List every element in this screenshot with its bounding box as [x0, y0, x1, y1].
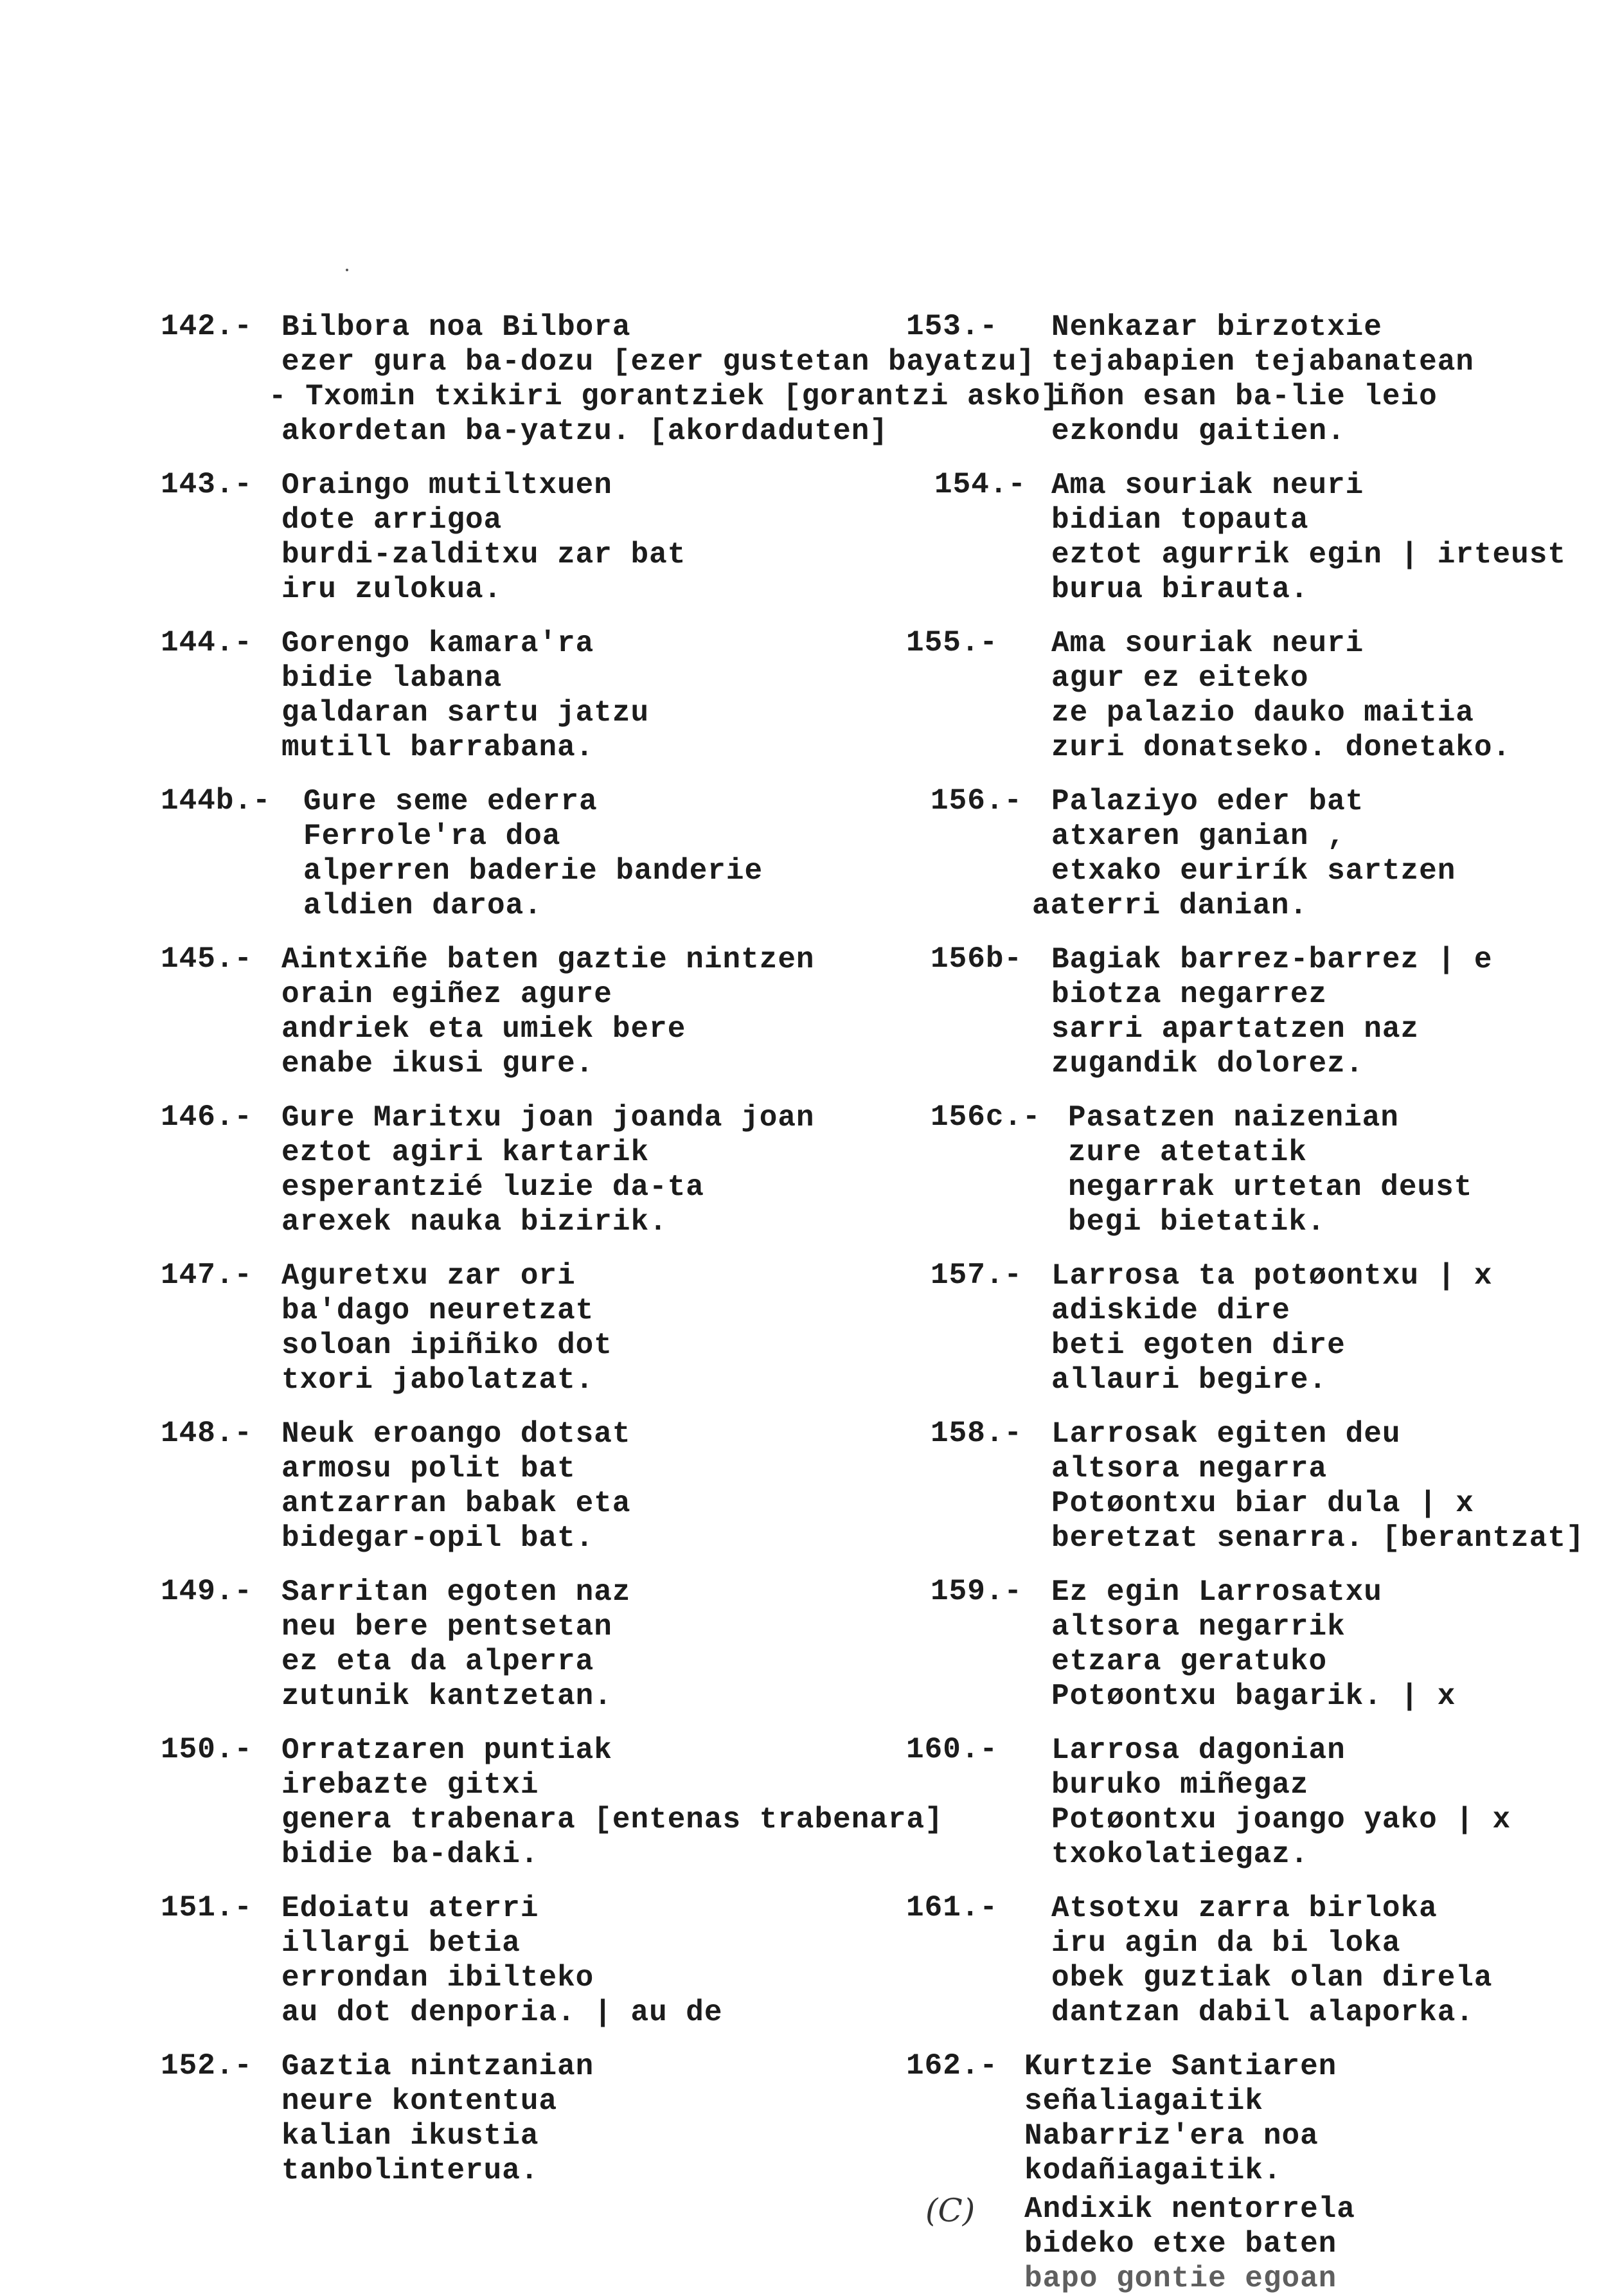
- verse-line: allauri begire.: [1051, 1363, 1328, 1397]
- verse-line: esperantzié luzie da-ta: [281, 1170, 704, 1204]
- verse-line: Potøontxu joango yako | x: [1051, 1803, 1511, 1836]
- verse-line: atxaren ganian ,: [1051, 820, 1346, 853]
- verse-line: andriek eta umiek bere: [281, 1012, 686, 1046]
- verse-line: iñon esan ba-lie leio: [1051, 380, 1438, 413]
- verse-line: neure kontentua: [281, 2085, 558, 2118]
- stanza-153: [906, 310, 1587, 449]
- verse-line: beti egoten dire: [1051, 1329, 1346, 1362]
- verse-line: ez eta da alperra: [281, 1645, 594, 1678]
- verse-line: - Txomin txikiri gorantziek [gorantzi asko]: [269, 380, 1059, 413]
- verse-line: aaterri danian.: [1032, 889, 1308, 922]
- stanza-number: 143.-: [161, 468, 253, 501]
- verse-line: Gorengo kamara'ra: [281, 627, 594, 660]
- stanza-147: [161, 1259, 919, 1397]
- stanza-154: [906, 468, 1587, 607]
- verse-line: Bilbora noa Bilbora: [281, 310, 631, 344]
- verse-line: Ferrole'ra doa: [303, 820, 561, 853]
- verse-line: iru zulokua.: [281, 573, 503, 606]
- verse-line: Nenkazar birzotxie: [1051, 310, 1382, 344]
- stanza-c: [906, 2192, 1587, 2296]
- verse-line: Palaziyo eder bat: [1051, 785, 1364, 818]
- verse-line: illargi betia: [281, 1926, 521, 1960]
- verse-line: akordetan ba-yatzu. [akordaduten]: [281, 415, 888, 448]
- verse-line: soloan ipiñiko dot: [281, 1329, 612, 1362]
- stanza-160: [906, 1733, 1587, 1872]
- verse-line: begi bietatik.: [1068, 1205, 1326, 1239]
- verse-line: bidie ba-daki.: [281, 1838, 539, 1871]
- verse-line: Edoiatu aterri: [281, 1892, 539, 1925]
- verse-line: ze palazio dauko maitia: [1051, 696, 1474, 730]
- verse-line: genera trabenara [entenas trabenara]: [281, 1803, 943, 1836]
- verse-line: orain egiñez agure: [281, 978, 612, 1011]
- stanza-number: 148.-: [161, 1417, 253, 1450]
- verse-line: bidegar-opil bat.: [281, 1521, 594, 1555]
- verse-line: au dot denporia. | au de: [281, 1996, 723, 2029]
- verse-line: zugandik dolorez.: [1051, 1047, 1364, 1081]
- stanza-number: 153.-: [906, 310, 999, 343]
- verse-line: txokolatiegaz.: [1051, 1838, 1309, 1871]
- verse-line: iru agin da bi loka: [1051, 1926, 1401, 1960]
- stanza-156b: [906, 942, 1587, 1081]
- stanza-number: 160.-: [906, 1733, 999, 1766]
- stanza-145: [161, 942, 919, 1081]
- verse-line: kalian ikustia: [281, 2119, 539, 2153]
- verse-line: Ama souriak neuri: [1051, 469, 1364, 502]
- verse-line: Bagiak barrez-barrez | e: [1051, 943, 1493, 976]
- verse-line: bidie labana: [281, 661, 503, 695]
- verse-line: irebazte gitxi: [281, 1768, 539, 1802]
- stanza-155: [906, 626, 1587, 765]
- stanza-number: 156b-: [931, 942, 1023, 976]
- verse-line: burua birauta.: [1051, 573, 1309, 606]
- verse-line: Kurtzie Santiaren: [1024, 2050, 1337, 2083]
- stanza-143: [161, 468, 919, 607]
- verse-line: beretzat senarra. [berantzat]: [1051, 1521, 1585, 1555]
- stanza-number: 150.-: [161, 1733, 253, 1766]
- verse-line: Larrosa dagonian: [1051, 1734, 1346, 1767]
- verse-line: Gaztia nintzanian: [281, 2050, 594, 2083]
- verse-line: bidian topauta: [1051, 503, 1309, 537]
- verse-line: ezer gura ba-dozu [ezer gustetan bayatzu]: [281, 345, 1035, 379]
- stanza-number: 158.-: [931, 1417, 1023, 1450]
- verse-line: Aintxiñe baten gaztie nintzen: [281, 943, 815, 976]
- stanza-number: 162.-: [906, 2049, 999, 2083]
- stanza-number: 145.-: [161, 942, 253, 976]
- verse-line: zure atetatik: [1068, 1136, 1307, 1169]
- verse-line: etzara geratuko: [1051, 1645, 1328, 1678]
- stanza-number: 144b.-: [161, 784, 271, 818]
- verse-line: Larrosa ta potøontxu | x: [1051, 1259, 1493, 1293]
- verse-line: Neuk eroango dotsat: [281, 1417, 631, 1451]
- verse-line: alperren baderie banderie: [303, 854, 763, 888]
- stanza-144: [161, 626, 919, 765]
- stanza-146: [161, 1100, 919, 1239]
- verse-line: Nabarriz'era noa: [1024, 2119, 1319, 2153]
- verse-line: Pasatzen naizenian: [1068, 1101, 1399, 1135]
- verse-line: señaliagaitik: [1024, 2085, 1263, 2118]
- verse-line: arexek nauka bizirik.: [281, 1205, 668, 1239]
- stanza-number: 142.-: [161, 310, 253, 343]
- verse-line: enabe ikusi gure.: [281, 1047, 594, 1081]
- verse-line: errondan ibilteko: [281, 1961, 594, 1995]
- verse-line: zutunik kantzetan.: [281, 1680, 612, 1713]
- verse-line: altsora negarrik: [1051, 1610, 1346, 1644]
- verse-line: altsora negarra: [1051, 1452, 1328, 1485]
- stanza-144b: [161, 784, 919, 923]
- verse-line: Gure seme ederra: [303, 785, 598, 818]
- verse-line: Ama souriak neuri: [1051, 627, 1364, 660]
- stanza-number: 161.-: [906, 1891, 999, 1924]
- stray-mark: [346, 269, 348, 271]
- stanza-number: 149.-: [161, 1575, 253, 1608]
- verse-line: Orratzaren puntiak: [281, 1734, 612, 1767]
- verse-line: tejabapien tejabanatean: [1051, 345, 1474, 379]
- verse-line: Sarritan egoten naz: [281, 1575, 631, 1609]
- verse-line: kodañiagaitik.: [1024, 2154, 1282, 2187]
- verse-line: sarri apartatzen naz: [1051, 1012, 1420, 1046]
- verse-line: biotza negarrez: [1051, 978, 1328, 1011]
- verse-line: bideko etxe baten: [1024, 2227, 1337, 2261]
- stanza-148: [161, 1417, 919, 1556]
- stanza-162: [906, 2049, 1587, 2188]
- verse-line: ba'dago neuretzat: [281, 1294, 594, 1327]
- stanza-158: [906, 1417, 1587, 1556]
- verse-line: dantzan dabil alaporka.: [1051, 1996, 1474, 2029]
- verse-line: Gure Maritxu joan joanda joan: [281, 1101, 815, 1135]
- stanza-number: 154.-: [934, 468, 1027, 501]
- stanza-156c: [906, 1100, 1587, 1239]
- stanza-number: 144.-: [161, 626, 253, 659]
- stanza-number: 147.-: [161, 1259, 253, 1292]
- verse-line: galdaran sartu jatzu: [281, 696, 650, 730]
- verse-line: txori jabolatzat.: [281, 1363, 594, 1397]
- verse-line: ezkondu gaitien.: [1051, 415, 1346, 448]
- verse-line: tanbolinterua.: [281, 2154, 539, 2187]
- verse-line: buruko miñegaz: [1051, 1768, 1309, 1802]
- verse-line: adiskide dire: [1051, 1294, 1290, 1327]
- stanza-152: [161, 2049, 919, 2188]
- verse-line: eztot agiri kartarik: [281, 1136, 650, 1169]
- right-column: [906, 310, 1587, 2296]
- stanza-number: 159.-: [931, 1575, 1023, 1608]
- verse-line: Larrosak egiten deu: [1051, 1417, 1401, 1451]
- stanza-number: 146.-: [161, 1100, 253, 1134]
- stanza-number: 156.-: [931, 784, 1023, 818]
- handwritten-mark: (C): [925, 2192, 976, 2229]
- stanza-number: 157.-: [931, 1259, 1023, 1292]
- verse-line: armosu polit bat: [281, 1452, 576, 1485]
- verse-line: Potøontxu bagarik. | x: [1051, 1680, 1456, 1713]
- verse-line: agur ez eiteko: [1051, 661, 1309, 695]
- verse-line: Ez egin Larrosatxu: [1051, 1575, 1382, 1609]
- verse-line: zuri donatseko. donetako.: [1051, 731, 1511, 764]
- stanza-159: [906, 1575, 1587, 1714]
- verse-line: Oraingo mutiltxuen: [281, 469, 612, 502]
- verse-line: mutill barrabana.: [281, 731, 594, 764]
- verse-line: Potøontxu biar dula | x: [1051, 1487, 1474, 1520]
- stanza-number: 152.-: [161, 2049, 253, 2083]
- verse-line: aldien daroa.: [303, 889, 542, 922]
- verse-line: dote arrigoa: [281, 503, 503, 537]
- verse-line: negarrak urtetan deust: [1068, 1170, 1473, 1204]
- stanza-157: [906, 1259, 1587, 1397]
- verse-line: burdi-zalditxu zar bat: [281, 538, 686, 571]
- stanza-150: [161, 1733, 943, 1872]
- verse-line: bapo gontie egoan: [1024, 2262, 1337, 2295]
- verse-line: Aguretxu zar ori: [281, 1259, 576, 1293]
- verse-line: antzarran babak eta: [281, 1487, 631, 1520]
- verse-line: Atsotxu zarra birloka: [1051, 1892, 1438, 1925]
- verse-line: neu bere pentsetan: [281, 1610, 612, 1644]
- stanza-149: [161, 1575, 919, 1714]
- verse-line: obek guztiak olan direla: [1051, 1961, 1493, 1995]
- stanza-number: 156c.-: [931, 1100, 1041, 1134]
- verse-line: Andixik nentorrela: [1024, 2193, 1355, 2226]
- verse-line: eztot agurrik egin | irteust: [1051, 538, 1566, 571]
- stanza-151: [161, 1891, 919, 2030]
- stanza-156: [906, 784, 1587, 923]
- stanza-number: 151.-: [161, 1891, 253, 1924]
- stanza-161: [906, 1891, 1587, 2030]
- verse-line: etxako eurirík sartzen: [1051, 854, 1456, 888]
- stanza-number: 155.-: [906, 626, 999, 659]
